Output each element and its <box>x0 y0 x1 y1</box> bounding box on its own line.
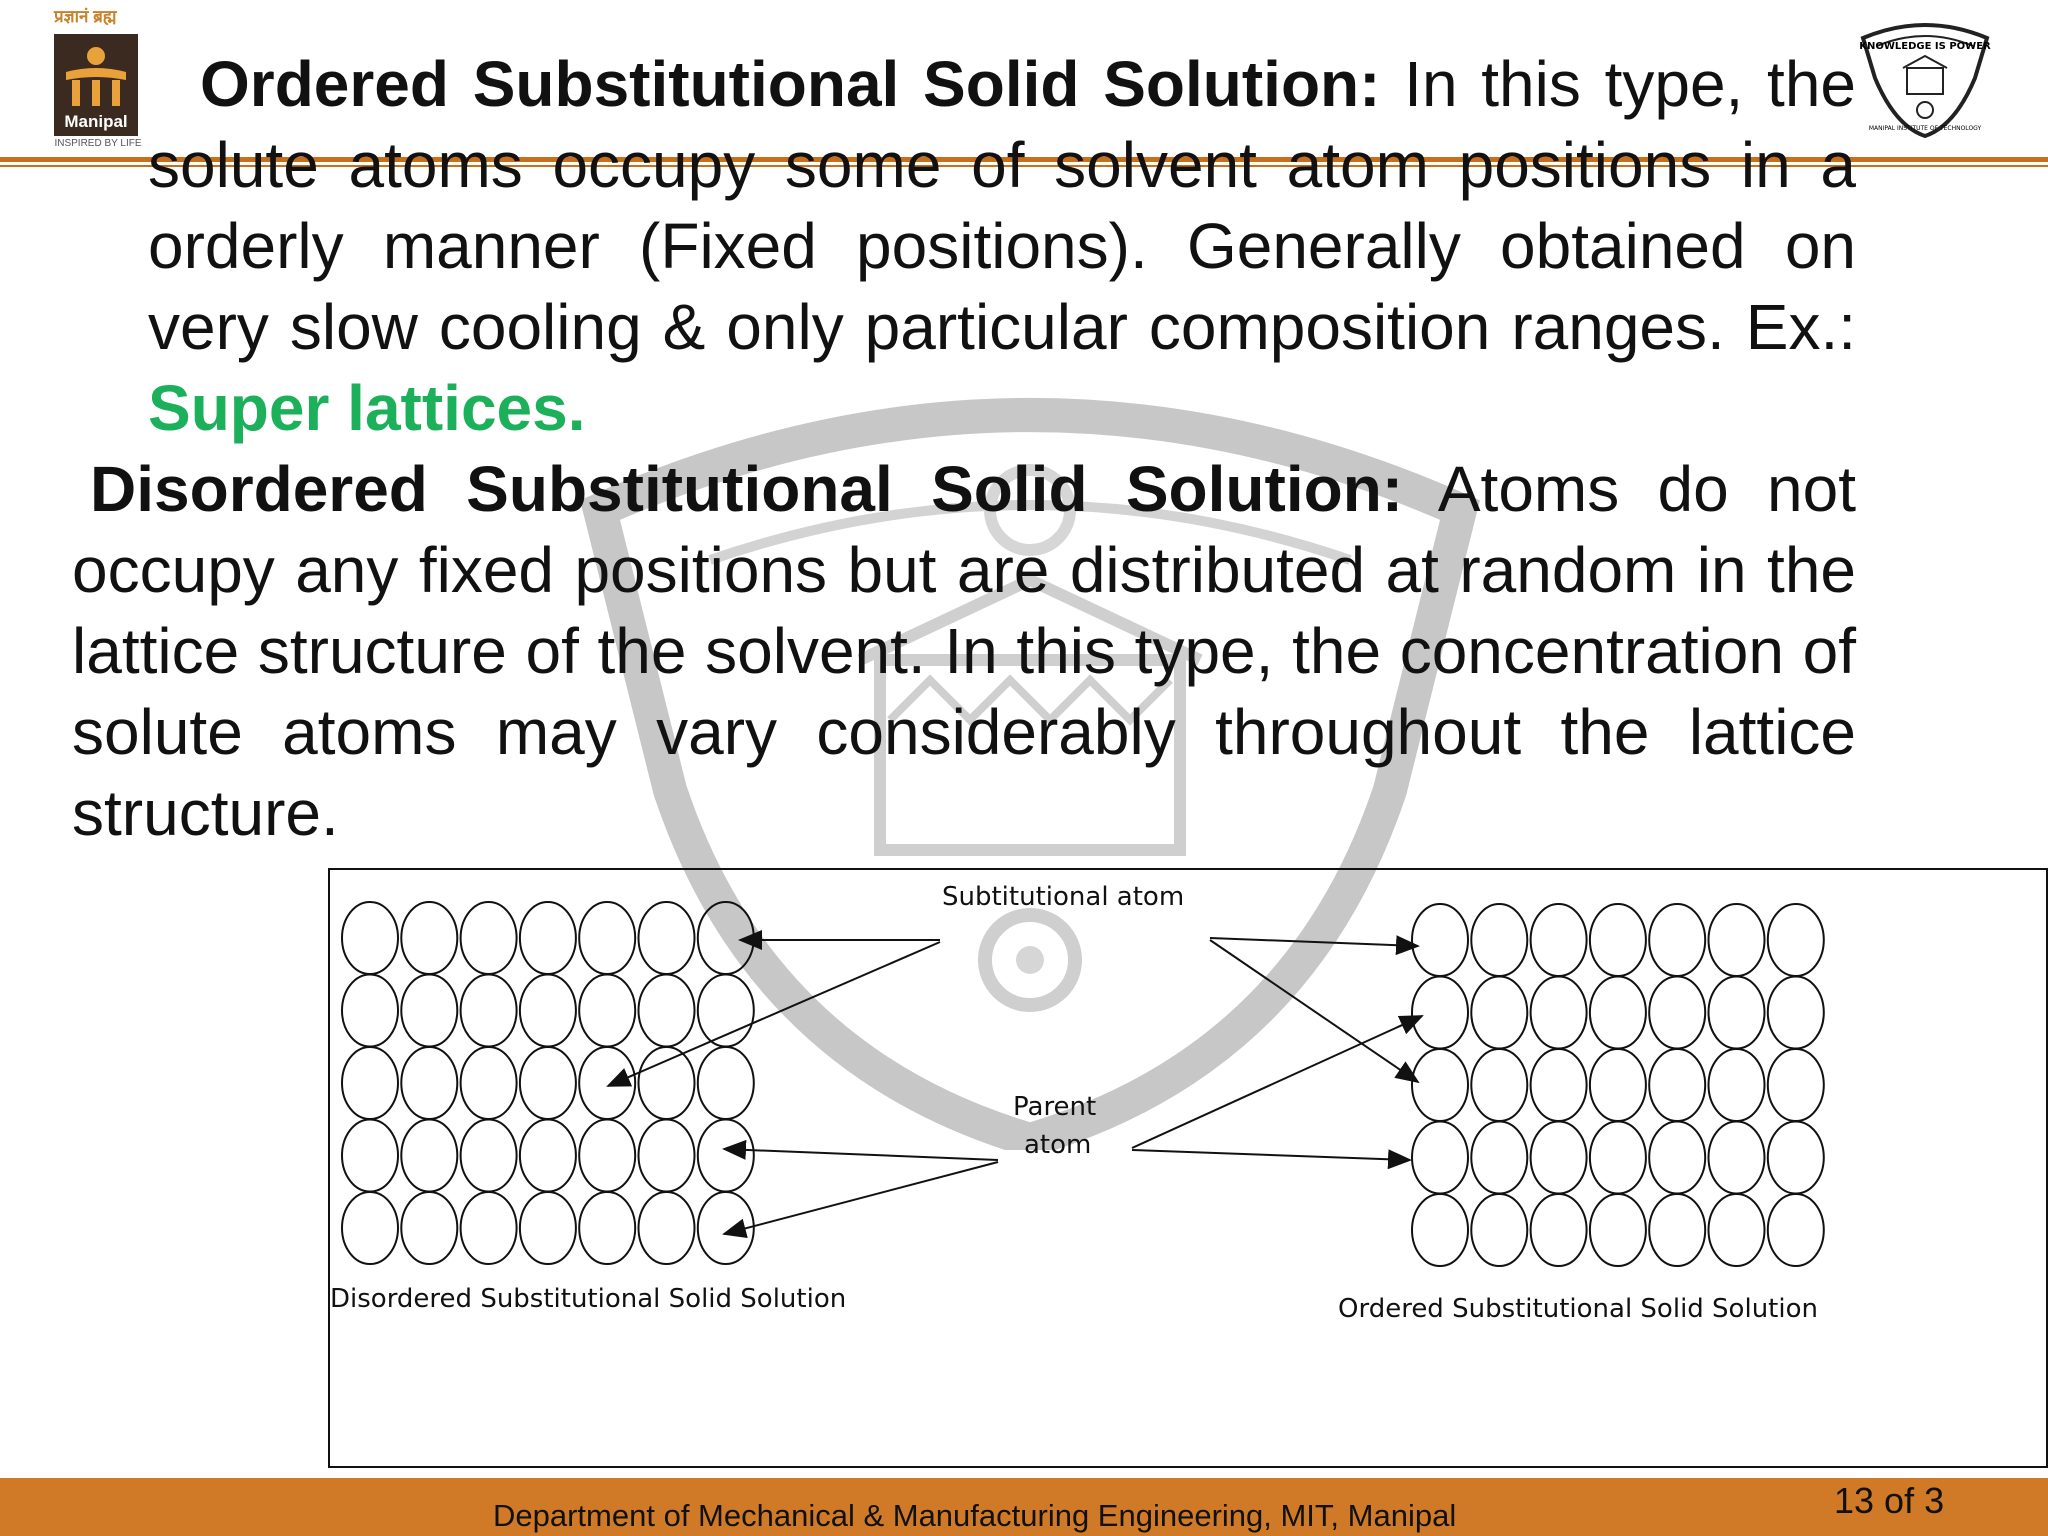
ordered-atom <box>1649 904 1705 976</box>
arrow-sub-to-right-middle <box>1210 940 1418 1082</box>
mit-emblem-icon <box>1855 18 1995 138</box>
ordered-atom <box>1649 1049 1705 1121</box>
disordered-solution-paragraph <box>72 449 1856 854</box>
disordered-atom <box>342 1047 398 1119</box>
ordered-atom <box>1412 1049 1468 1121</box>
ordered-atom <box>1412 1122 1468 1194</box>
disordered-atom <box>579 1192 635 1264</box>
ordered-solution-term: Ordered Substitutional Solid Solution: <box>200 48 1381 120</box>
disordered-atom <box>342 1120 398 1192</box>
ordered-atom <box>1590 1194 1646 1266</box>
disordered-atom <box>461 1120 517 1192</box>
disordered-atom <box>401 975 457 1047</box>
super-lattices-example: Super lattices. <box>148 372 586 444</box>
logo-motto: KNOWLEDGE IS POWER <box>1859 41 1991 52</box>
ordered-atom <box>1768 1049 1824 1121</box>
ordered-atom <box>1649 1194 1705 1266</box>
ordered-atom <box>1531 904 1587 976</box>
disordered-atom <box>342 1192 398 1264</box>
ordered-atom <box>1590 904 1646 976</box>
disordered-solution-term: Disordered Substitutional Solid Solution: <box>90 453 1404 525</box>
disordered-atom <box>579 1120 635 1192</box>
logo-tagline: INSPIRED BY LIFE <box>54 138 142 149</box>
footer-bar <box>0 1478 2048 1536</box>
ordered-atom <box>1471 1049 1527 1121</box>
arrow-sub-to-right-top <box>1210 938 1418 946</box>
diagram-arrows <box>608 938 1422 1234</box>
arrow-parent-to-left-row4 <box>724 1149 998 1160</box>
ordered-atom <box>1768 904 1824 976</box>
disordered-atom <box>401 1047 457 1119</box>
ordered-atom <box>1649 977 1705 1049</box>
disordered-solution-text: Atoms do not occupy any fixed positions but are distributed at random in the lattice structure of the solvent. In this type, the concentration of solute atoms may vary considerably throughout the lattice structure. <box>72 453 1856 849</box>
disordered-atom <box>579 975 635 1047</box>
disordered-atom <box>639 902 695 974</box>
disordered-atom <box>520 975 576 1047</box>
ordered-atom <box>1709 904 1765 976</box>
ordered-atom <box>1471 1122 1527 1194</box>
footer-department: Department of Mechanical & Manufacturing Engineering, MIT, Manipal <box>493 1498 1457 1533</box>
disordered-atom <box>520 1047 576 1119</box>
atom-grid-figure <box>330 870 2048 1470</box>
ordered-atom <box>1649 1122 1705 1194</box>
disordered-atom <box>520 1192 576 1264</box>
ordered-atom <box>1709 1194 1765 1266</box>
disordered-atom <box>461 902 517 974</box>
ordered-atom <box>1531 1122 1587 1194</box>
ordered-atom <box>1531 1049 1587 1121</box>
manipal-logo <box>50 4 142 149</box>
logo-brand: Manipal <box>64 112 128 131</box>
ordered-atom <box>1590 977 1646 1049</box>
disordered-atom-grid <box>342 902 754 1264</box>
parent-atom-label-line1: Parent <box>1013 1092 1097 1122</box>
ordered-solution-paragraph <box>148 44 1856 449</box>
disordered-atom <box>639 1192 695 1264</box>
arrow-parent-to-right-row4 <box>1132 1150 1410 1160</box>
ordered-atom <box>1590 1049 1646 1121</box>
disordered-atom <box>698 902 754 974</box>
logo-hindi-text: प्रज्ञानं ब्रह्म <box>54 7 117 26</box>
ordered-atom <box>1768 1122 1824 1194</box>
disordered-atom <box>639 1120 695 1192</box>
disordered-atom <box>520 902 576 974</box>
ordered-atom <box>1709 1122 1765 1194</box>
disordered-atom <box>342 902 398 974</box>
solid-solution-diagram <box>328 868 2048 1468</box>
page-number: 13 of 3 <box>1834 1480 1945 1521</box>
ordered-atom <box>1471 904 1527 976</box>
mit-logo <box>1855 18 1995 138</box>
disordered-atom <box>639 1047 695 1119</box>
disordered-atom <box>461 1192 517 1264</box>
disordered-atom <box>698 1047 754 1119</box>
ordered-atom <box>1709 977 1765 1049</box>
disordered-atom <box>461 975 517 1047</box>
disordered-atom <box>579 902 635 974</box>
disordered-atom <box>639 975 695 1047</box>
ordered-atom <box>1412 904 1468 976</box>
disordered-atom <box>579 1047 635 1119</box>
ordered-atom <box>1590 1122 1646 1194</box>
disordered-caption: Disordered Substitutional Solid Solution <box>330 1284 847 1314</box>
parent-atom-label-line2: atom <box>1024 1130 1092 1160</box>
disordered-atom <box>401 1192 457 1264</box>
ordered-atom <box>1471 977 1527 1049</box>
ordered-atom <box>1531 1194 1587 1266</box>
ordered-caption: Ordered Substitutional Solid Solution <box>1338 1294 1818 1324</box>
substitutional-atom-label: Subtitutional atom <box>942 882 1185 912</box>
ordered-atom <box>1412 1194 1468 1266</box>
disordered-atom <box>520 1120 576 1192</box>
arrow-parent-to-right-row2 <box>1132 1016 1422 1148</box>
arrow-parent-to-left-row5 <box>724 1162 998 1234</box>
ordered-atom <box>1768 977 1824 1049</box>
disordered-atom <box>698 1120 754 1192</box>
ordered-atom <box>1709 1049 1765 1121</box>
disordered-atom <box>461 1047 517 1119</box>
ordered-atom-grid <box>1412 904 1824 1266</box>
disordered-atom <box>401 1120 457 1192</box>
disordered-atom <box>401 902 457 974</box>
ordered-atom <box>1471 1194 1527 1266</box>
ordered-atom <box>1412 977 1468 1049</box>
logo-institute-name: MANIPAL INSTITUTE OF TECHNOLOGY <box>1868 125 1982 132</box>
ordered-atom <box>1531 977 1587 1049</box>
ordered-solution-text: In this type, the solute atoms occupy some of solvent atom positions in a orderly manner (Fixed positions). Generally obtained on very slow cooling & only particular composition ranges. Ex.: <box>148 48 1856 363</box>
disordered-atom <box>342 975 398 1047</box>
ordered-atom <box>1768 1194 1824 1266</box>
arrow-sub-to-left-middle <box>608 942 940 1086</box>
